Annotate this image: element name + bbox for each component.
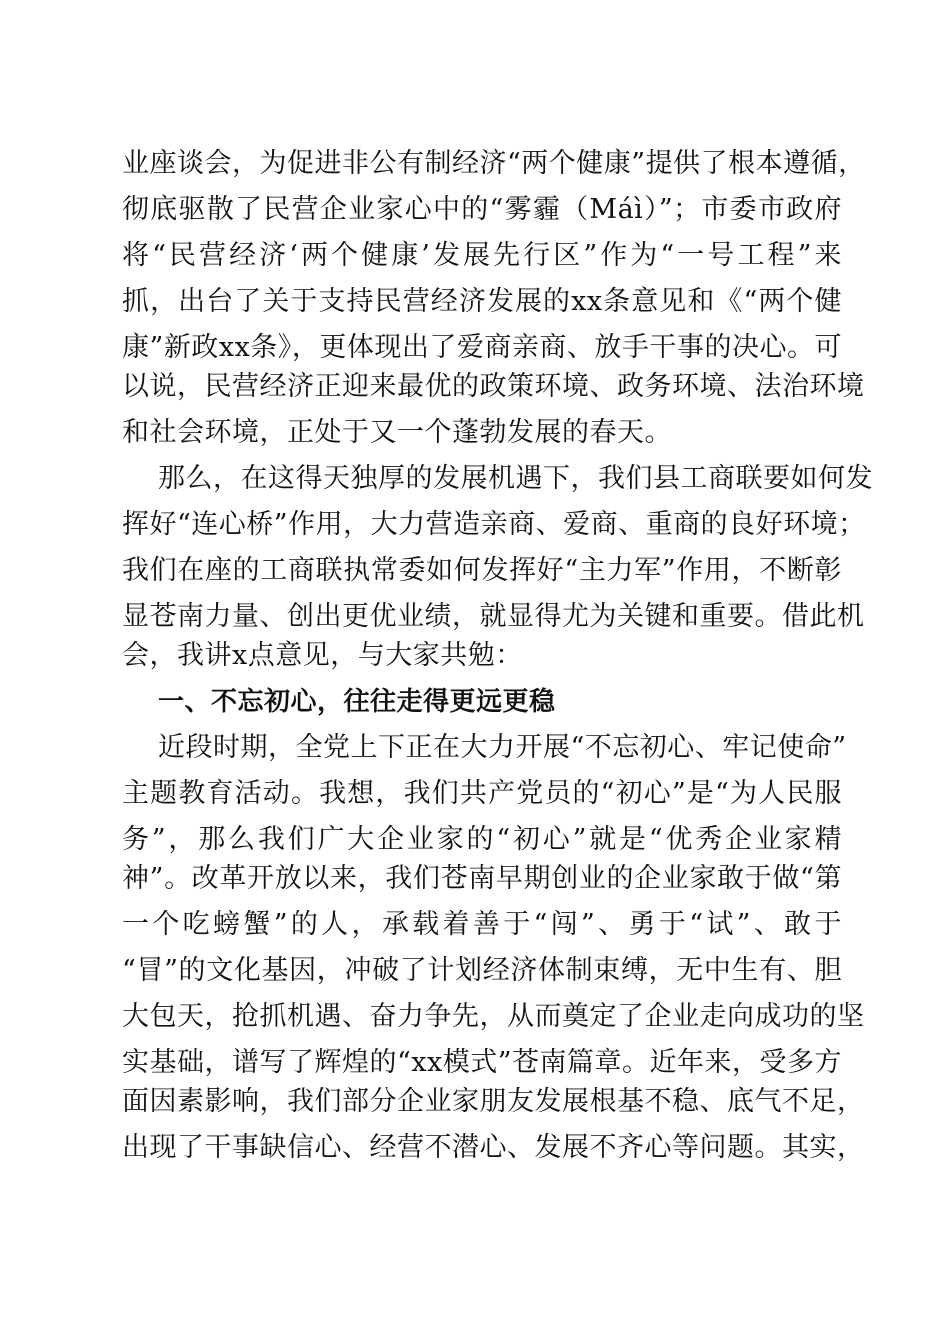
paragraph-line: 出现了干事缺信心、经营不潜心、发展不齐心等问题。其实， (122, 1132, 865, 1163)
paragraph-line: 我们在座的工商联执常委如何发挥好“主力军”作用，不断彰 (122, 555, 842, 586)
paragraph-line: 和社会环境，正处于又一个蓬勃发展的春天。 (122, 417, 672, 448)
paragraph-line: 近段时期，全党上下正在大力开展“不忘初心、牢记使命” (158, 732, 847, 763)
paragraph-line: 会，我讲x点意见，与大家共勉： (122, 640, 523, 671)
paragraph-line: 将“民营经济‘两个健康’发展先行区”作为“一号工程”来 (122, 240, 842, 271)
paragraph-line: 务”，那么我们广大企业家的“初心”就是“优秀企业家精 (122, 824, 842, 855)
paragraph-line: 大包天，抢抓机遇、奋力争先，从而奠定了企业走向成功的坚 (122, 1001, 865, 1032)
paragraph-line: 显苍南力量、创出更优业绩，就显得尤为关键和重要。借此机 (122, 601, 865, 632)
paragraph-line: 康”新政xx条》，更体现出了爱商亲商、放手干事的决心。可 (122, 332, 842, 363)
paragraph-line: 那么，在这得天独厚的发展机遇下，我们县工商联要如何发 (158, 463, 873, 494)
paragraph-line: 主题教育活动。我想，我们共产党员的“初心”是“为人民服 (122, 778, 842, 809)
paragraph-line: 面因素影响，我们部分企业家朋友发展根基不稳、底气不足， (122, 1086, 865, 1117)
paragraph-line: 彻底驱散了民营企业家心中的“雾霾（Máì）”；市委市政府 (122, 194, 842, 225)
paragraph-line: 业座谈会，为促进非公有制经济“两个健康”提供了根本遵循， (122, 148, 866, 179)
paragraph-line: 神”。改革开放以来，我们苍南早期创业的企业家敢于做“第 (122, 863, 842, 894)
paragraph-line: 挥好“连心桥”作用，大力营造亲商、爱商、重商的良好环境； (122, 509, 866, 540)
paragraph-line: “冒”的文化基因，冲破了计划经济体制束缚，无中生有、胆 (122, 955, 842, 986)
paragraph-line: 实基础，谱写了辉煌的“xx模式”苍南篇章。近年来，受多方 (122, 1047, 843, 1078)
paragraph-line: 一个吃螃蟹”的人，承载着善于“闯”、勇于“试”、敢于 (122, 909, 842, 940)
section-heading: 一、不忘初心，往往走得更远更稳 (158, 687, 556, 717)
paragraph-line: 以说，民营经济正迎来最优的政策环境、政务环境、法治环境 (122, 371, 865, 402)
paragraph-line: 抓，出台了关于支持民营经济发展的xx条意见和《“两个健 (122, 286, 842, 317)
